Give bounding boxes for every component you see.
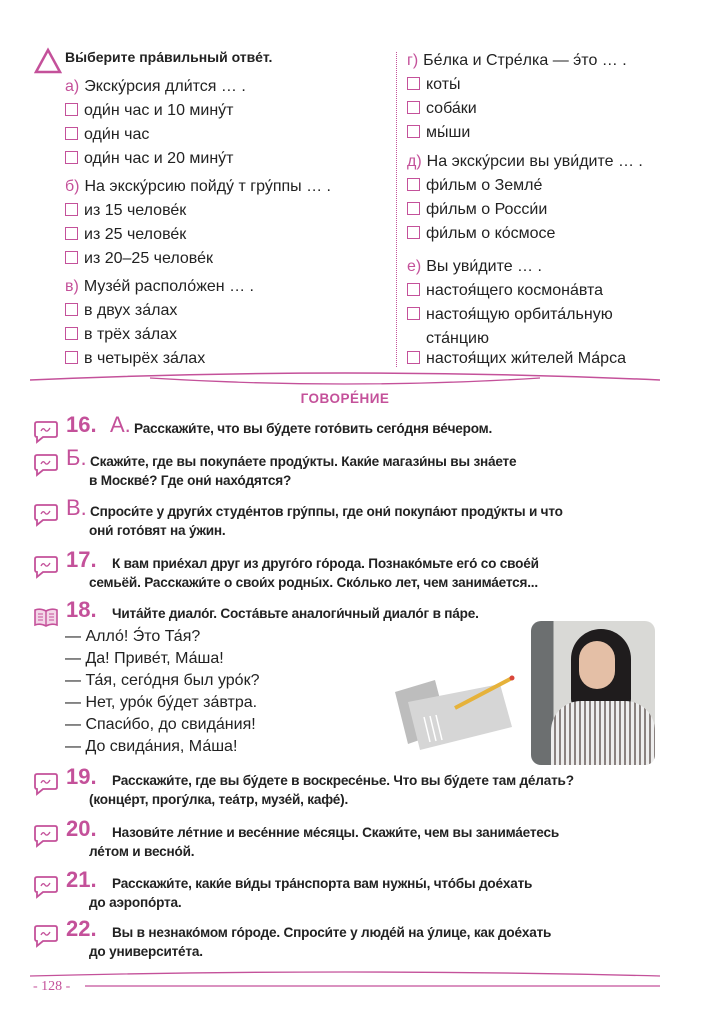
- checkbox[interactable]: [65, 351, 78, 364]
- task-text-line: Чита́йте диало́г. Соста́вьте аналоги́чный диало́г в па́ре.: [112, 606, 479, 621]
- checkbox[interactable]: [65, 203, 78, 216]
- triangle-icon: [34, 47, 62, 75]
- checkbox[interactable]: [65, 151, 78, 164]
- speech-bubble-icon: [33, 453, 59, 477]
- exercise-instruction: Вы́берите пра́вильный отве́т.: [65, 49, 273, 65]
- task-text-line: они́ гото́вят на у́жин.: [89, 523, 226, 538]
- task-number: 19.: [66, 764, 97, 789]
- question-3: [407, 49, 627, 73]
- task-text-line: Расскажи́те, каки́е ви́ды тра́нспорта вам нужны́, что́бы дое́хать: [112, 876, 533, 891]
- checkbox[interactable]: [65, 227, 78, 240]
- task-text-line: Назови́те ле́тние и весе́нние ме́сяцы. Скажи́те, чем вы занима́етесь: [112, 825, 559, 840]
- answer-option[interactable]: [65, 99, 234, 123]
- speech-bubble-icon: [33, 420, 59, 444]
- answer-option[interactable]: [407, 73, 461, 97]
- question-letter: д): [407, 153, 422, 170]
- task-subletter: А.: [110, 412, 131, 437]
- checkbox[interactable]: [407, 202, 420, 215]
- answer-option[interactable]: [407, 303, 626, 351]
- task-number: 18.: [66, 597, 97, 622]
- dialog-line: — Нет, уро́к бу́дет за́втра.: [65, 694, 258, 711]
- option-label: настоя́щего космона́вта: [426, 282, 604, 299]
- answer-option[interactable]: [65, 223, 186, 247]
- checkbox[interactable]: [407, 226, 420, 239]
- checkbox[interactable]: [407, 125, 420, 138]
- checkbox[interactable]: [65, 103, 78, 116]
- option-label: фи́льм о Земле́: [426, 177, 543, 194]
- papers-pencil-illustration: [390, 672, 520, 752]
- question-text: На экску́рсии вы уви́дите … .: [426, 153, 643, 170]
- question-1: [65, 175, 331, 199]
- speech-bubble-icon: [33, 824, 59, 848]
- task-number: 20.: [66, 816, 97, 841]
- task-text-line: Вы в незнако́мом го́роде. Спроси́те у люде́й на у́лице, как дое́хать: [112, 925, 552, 940]
- option-label: мы́ши: [426, 124, 471, 141]
- task-text-line: в Москве́? Где они́ нахо́дятся?: [89, 473, 292, 488]
- dialog-line: — Спаси́бо, до свида́ния!: [65, 716, 256, 733]
- task-text-line: Расскажи́те, что вы бу́дете гото́вить сего́дня ве́чером.: [134, 421, 493, 436]
- option-label: в трёх за́лах: [84, 326, 177, 343]
- checkbox[interactable]: [65, 127, 78, 140]
- task-number: 22.: [66, 916, 97, 941]
- task-text-line: Скажи́те, где вы покупа́ете проду́кты. Каки́е магази́ны вы зна́ете: [90, 454, 517, 469]
- option-label: в четырёх за́лах: [84, 350, 206, 367]
- task-text-line: до университе́та.: [89, 944, 203, 959]
- question-2: [65, 275, 254, 299]
- task-text-line: (конце́рт, прогу́лка, теа́тр, музе́й, кафе́).: [89, 792, 349, 807]
- section-heading: ГОВОРЕ́НИЕ: [300, 391, 390, 406]
- task-text-line: Спроси́те у други́х студе́нтов гру́ппы, где они́ покупа́ют проду́кты и что: [90, 504, 563, 519]
- dialog-line: — До свида́ния, Ма́ша!: [65, 738, 238, 755]
- option-label: настоя́щую орбита́льную ста́нцию: [426, 306, 613, 347]
- speech-bubble-icon: [33, 772, 59, 796]
- option-label: оди́н час и 10 мину́т: [84, 102, 234, 119]
- task-text-line: К вам прие́хал друг из друго́го го́рода. Познако́мьте его́ со свое́й: [112, 556, 539, 571]
- question-0: [65, 75, 246, 99]
- answer-option[interactable]: [65, 323, 177, 347]
- option-label: фи́льм о Росси́и: [426, 201, 548, 218]
- answer-option[interactable]: [65, 247, 213, 271]
- task-text-line: Расскажи́те, где вы бу́дете в воскресе́нье. Что вы бу́дете там де́лать?: [112, 773, 574, 788]
- task-number: 17.: [66, 547, 97, 572]
- question-text: На экску́рсию пойду́ т гру́ппы … .: [84, 178, 331, 195]
- checkbox[interactable]: [65, 303, 78, 316]
- option-label: оди́н час и 20 мину́т: [84, 150, 234, 167]
- option-label: фи́льм о ко́смосе: [426, 225, 556, 242]
- option-label: оди́н час: [84, 126, 150, 143]
- option-label: соба́ки: [426, 100, 477, 117]
- section-divider: [30, 366, 660, 388]
- answer-option[interactable]: [65, 123, 149, 147]
- question-letter: б): [65, 178, 80, 195]
- checkbox[interactable]: [407, 307, 420, 320]
- answer-option[interactable]: [407, 222, 555, 246]
- task-text-line: до аэропо́рта.: [89, 895, 182, 910]
- question-letter: е): [407, 258, 422, 275]
- answer-option[interactable]: [65, 199, 186, 223]
- task-text-line: семьёй. Расскажи́те о свои́х родны́х. Ско́лько лет, чем занима́ется...: [89, 575, 538, 590]
- speech-bubble-icon: [33, 924, 59, 948]
- question-letter: а): [65, 78, 80, 95]
- page-number: - 128 -: [33, 979, 71, 994]
- option-label: настоя́щих жи́телей Ма́рса: [426, 350, 626, 367]
- question-text: Бе́лка и Стре́лка — э́то … .: [423, 52, 627, 69]
- dialog-line: — Да! Приве́т, Ма́ша!: [65, 650, 224, 667]
- answer-option[interactable]: [407, 121, 470, 145]
- checkbox[interactable]: [65, 327, 78, 340]
- question-text: Вы уви́дите … .: [426, 258, 542, 275]
- question-text: Экску́рсия дли́тся … .: [84, 78, 246, 95]
- checkbox[interactable]: [407, 178, 420, 191]
- speech-bubble-icon: [33, 503, 59, 527]
- answer-option[interactable]: [407, 97, 477, 121]
- book-icon: [33, 605, 59, 629]
- checkbox[interactable]: [407, 101, 420, 114]
- answer-option[interactable]: [65, 299, 177, 323]
- option-label: из 15 челове́к: [84, 202, 187, 219]
- checkbox[interactable]: [407, 283, 420, 296]
- option-label: из 20–25 челове́к: [84, 250, 213, 267]
- question-letter: в): [65, 278, 79, 295]
- answer-option[interactable]: [407, 174, 542, 198]
- checkbox[interactable]: [65, 251, 78, 264]
- answer-option[interactable]: [407, 279, 603, 303]
- checkbox[interactable]: [407, 351, 420, 364]
- column-divider: [396, 52, 397, 367]
- task-subletter: В.: [66, 495, 87, 520]
- question-text: Музе́й располо́жен … .: [83, 278, 254, 295]
- task-number: 21.: [66, 867, 97, 892]
- answer-option[interactable]: [65, 147, 234, 171]
- option-label: из 25 челове́к: [84, 226, 187, 243]
- task-subletter: Б.: [66, 445, 87, 470]
- footer-divider: [30, 968, 660, 992]
- question-letter: г): [407, 52, 419, 69]
- answer-option[interactable]: [407, 198, 547, 222]
- task-text-line: ле́том и весно́й.: [89, 844, 195, 859]
- question-4: [407, 150, 643, 174]
- speech-bubble-icon: [33, 555, 59, 579]
- option-label: в двух за́лах: [84, 302, 178, 319]
- option-label: коты́: [426, 76, 461, 93]
- question-5: [407, 255, 542, 279]
- dialog-line: — Алло́! Э́то Та́я?: [65, 628, 201, 645]
- checkbox[interactable]: [407, 77, 420, 90]
- dialog-line: — Та́я, сего́дня был уро́к?: [65, 672, 260, 689]
- speech-bubble-icon: [33, 875, 59, 899]
- woman-on-phone-photo: [531, 621, 655, 765]
- task-number: 16.: [66, 412, 97, 437]
